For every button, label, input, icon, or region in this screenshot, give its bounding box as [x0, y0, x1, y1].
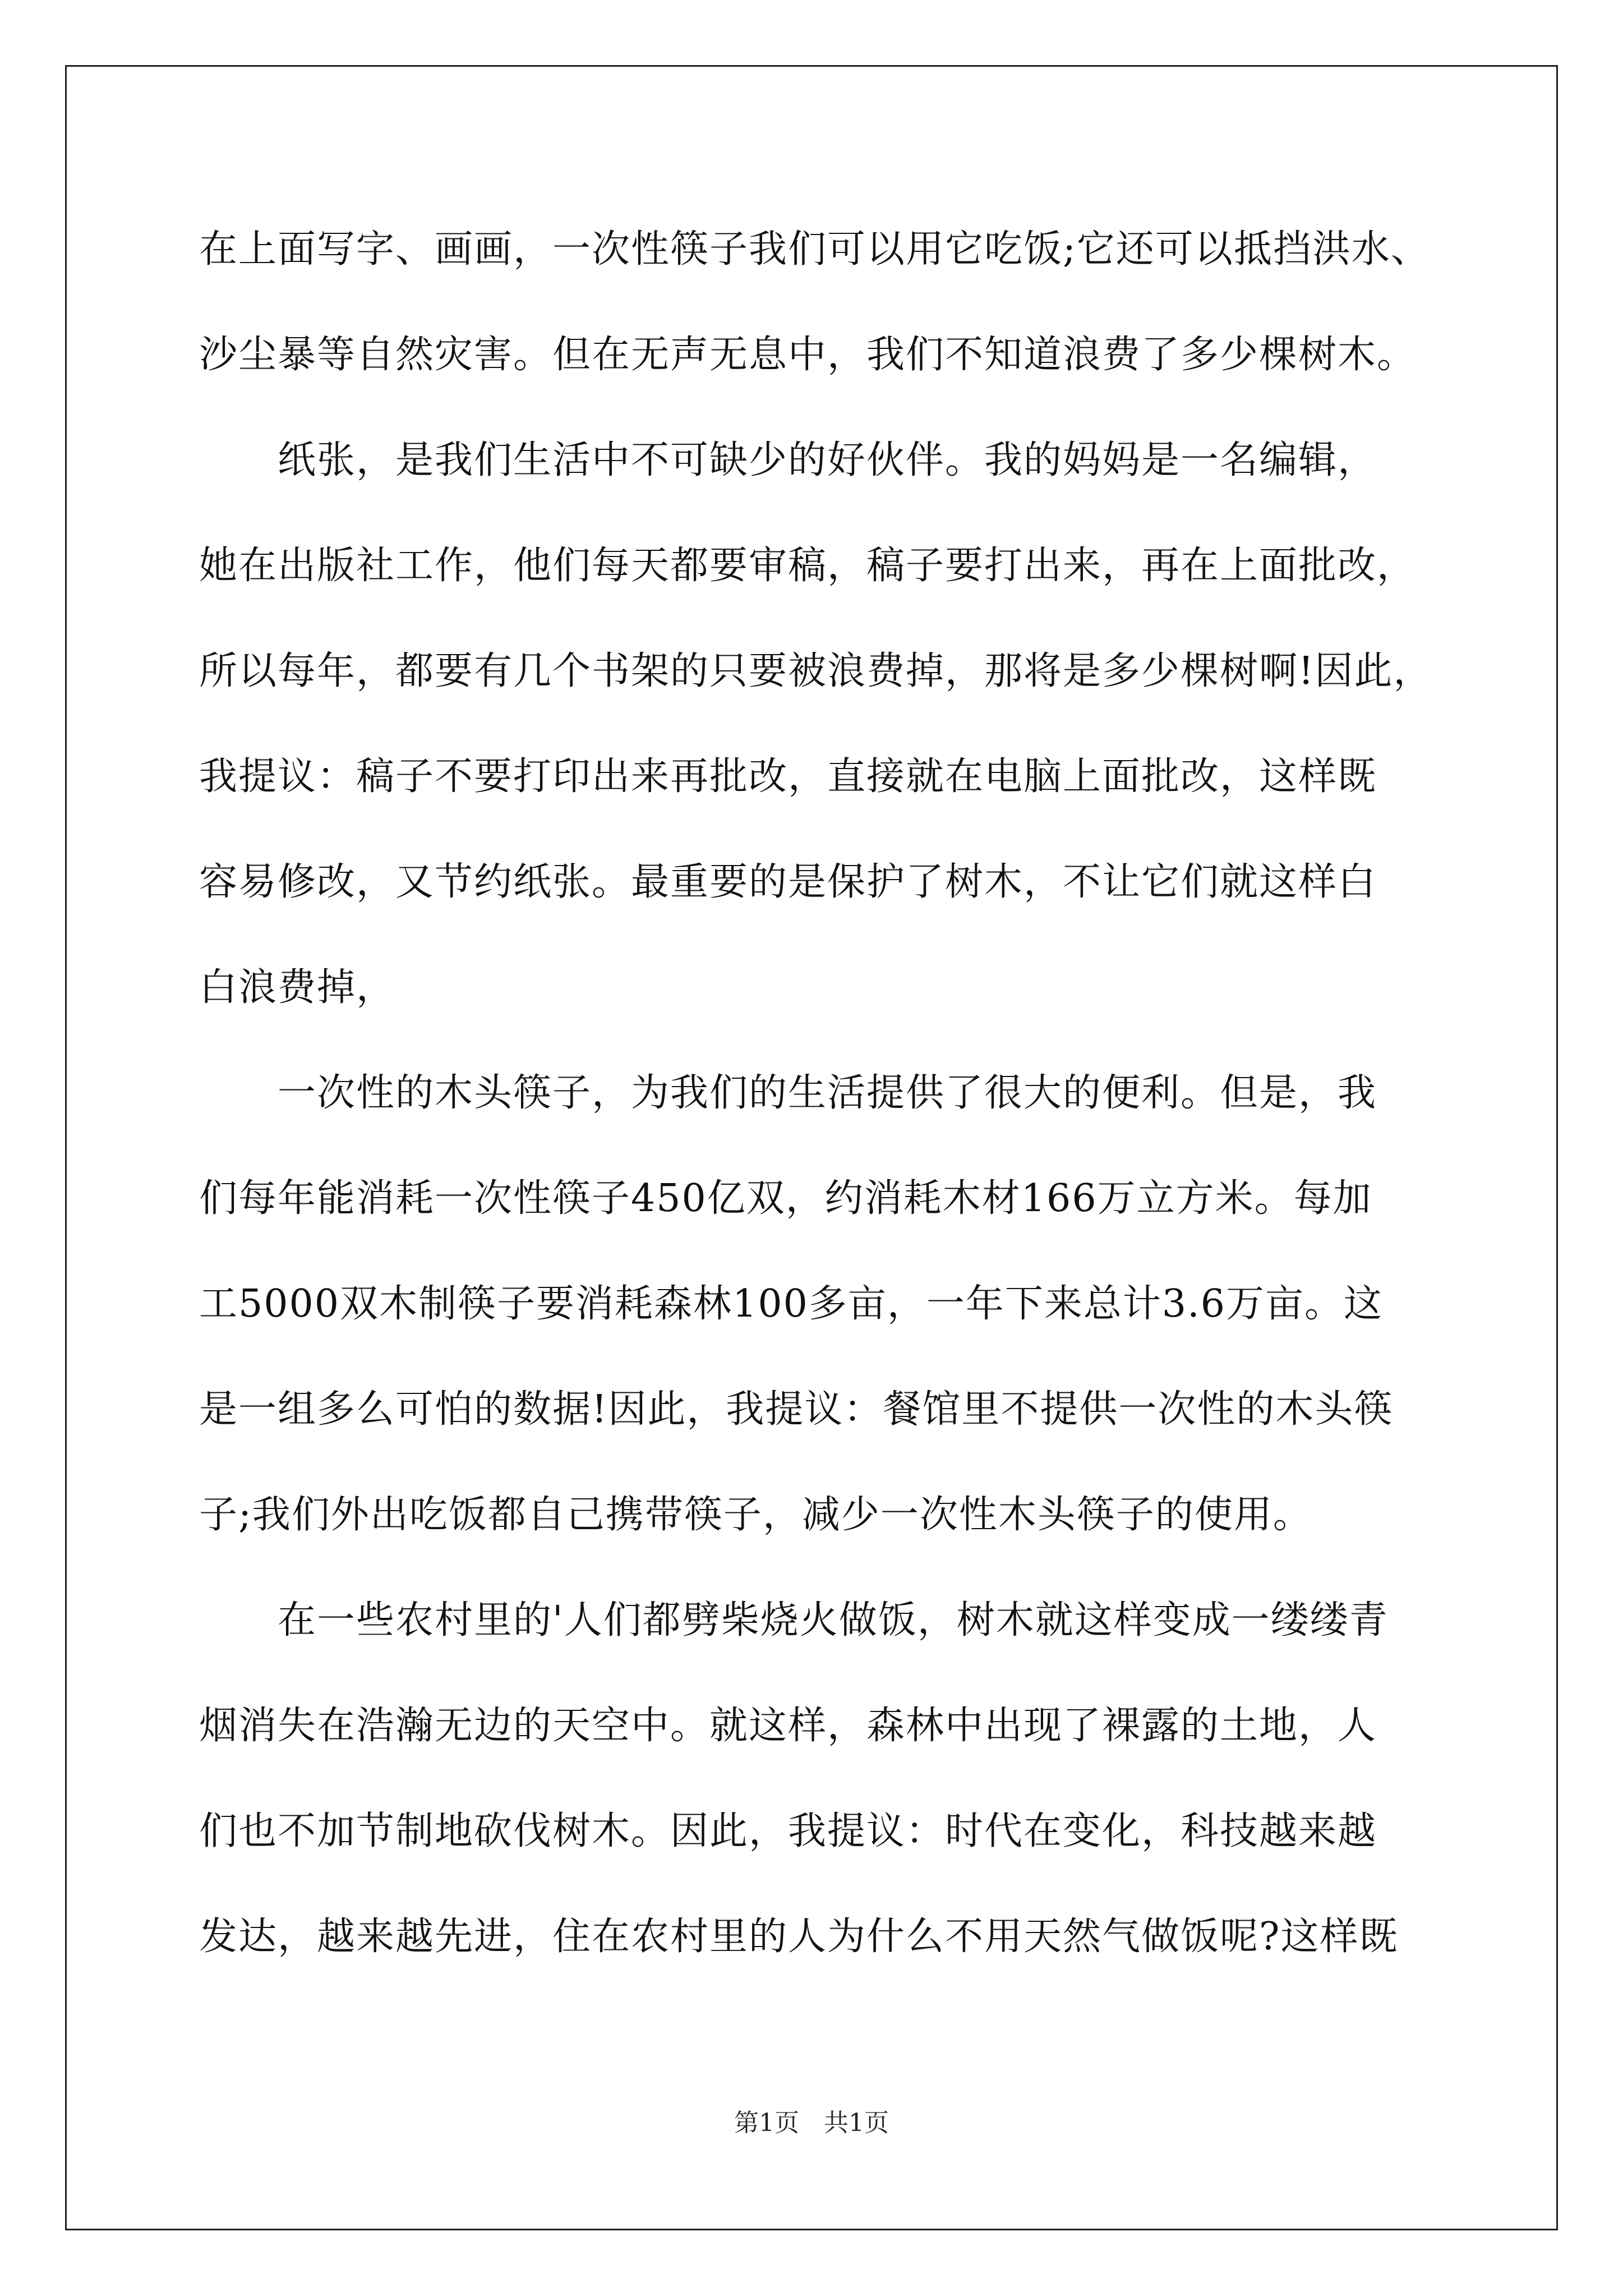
text-line: 她在出版社工作，他们每天都要审稿，稿子要打出来，再在上面批改，: [199, 544, 1417, 588]
text-line: 们也不加节制地砍伐树木。因此，我提议：时代在变化，科技越来越: [199, 1809, 1377, 1853]
text-line: 们每年能消耗一次性筷子450亿双，约消耗木材166万立方米。每加: [199, 1176, 1372, 1221]
text-line: 白浪费掉，: [199, 965, 396, 1010]
text-line: 一次性的木头筷子，为我们的生活提供了很大的便利。但是，我: [199, 1071, 1377, 1115]
text-line: 沙尘暴等自然灾害。但在无声无息中，我们不知道浪费了多少棵树木。: [199, 333, 1417, 377]
text-line: 子;我们外出吃饭都自己携带筷子，减少一次性木头筷子的使用。: [199, 1493, 1312, 1537]
text-line: 在一些农村里的'人们都劈柴烧火做饭，树木就这样变成一缕缕青: [199, 1598, 1389, 1642]
text-line: 发达，越来越先进，住在农村里的人为什么不用天然气做饭呢?这样既: [199, 1915, 1399, 1959]
text-line: 所以每年，都要有几个书架的只要被浪费掉，那将是多少棵树啊!因此，: [199, 649, 1433, 693]
text-line: 是一组多么可怕的数据!因此，我提议：餐馆里不提供一次性的木头筷: [199, 1387, 1394, 1432]
text-line: 容易修改，又节约纸张。最重要的是保护了树木，不让它们就这样白: [199, 860, 1377, 904]
page-number-footer: 第1页 共1页: [734, 2109, 889, 2137]
text-line: 在上面写字、画画，一次性筷子我们可以用它吃饭;它还可以抵挡洪水、: [199, 227, 1430, 272]
text-line: 纸张，是我们生活中不可缺少的好伙伴。我的妈妈是一名编辑，: [199, 438, 1377, 482]
text-line: 工5000双木制筷子要消耗森林100多亩，一年下来总计3.6万亩。这: [199, 1282, 1383, 1326]
text-line: 烟消失在浩瀚无边的天空中。就这样，森林中出现了裸露的土地，人: [199, 1704, 1377, 1748]
text-line: 我提议：稿子不要打印出来再批改，直接就在电脑上面批改，这样既: [199, 754, 1377, 799]
